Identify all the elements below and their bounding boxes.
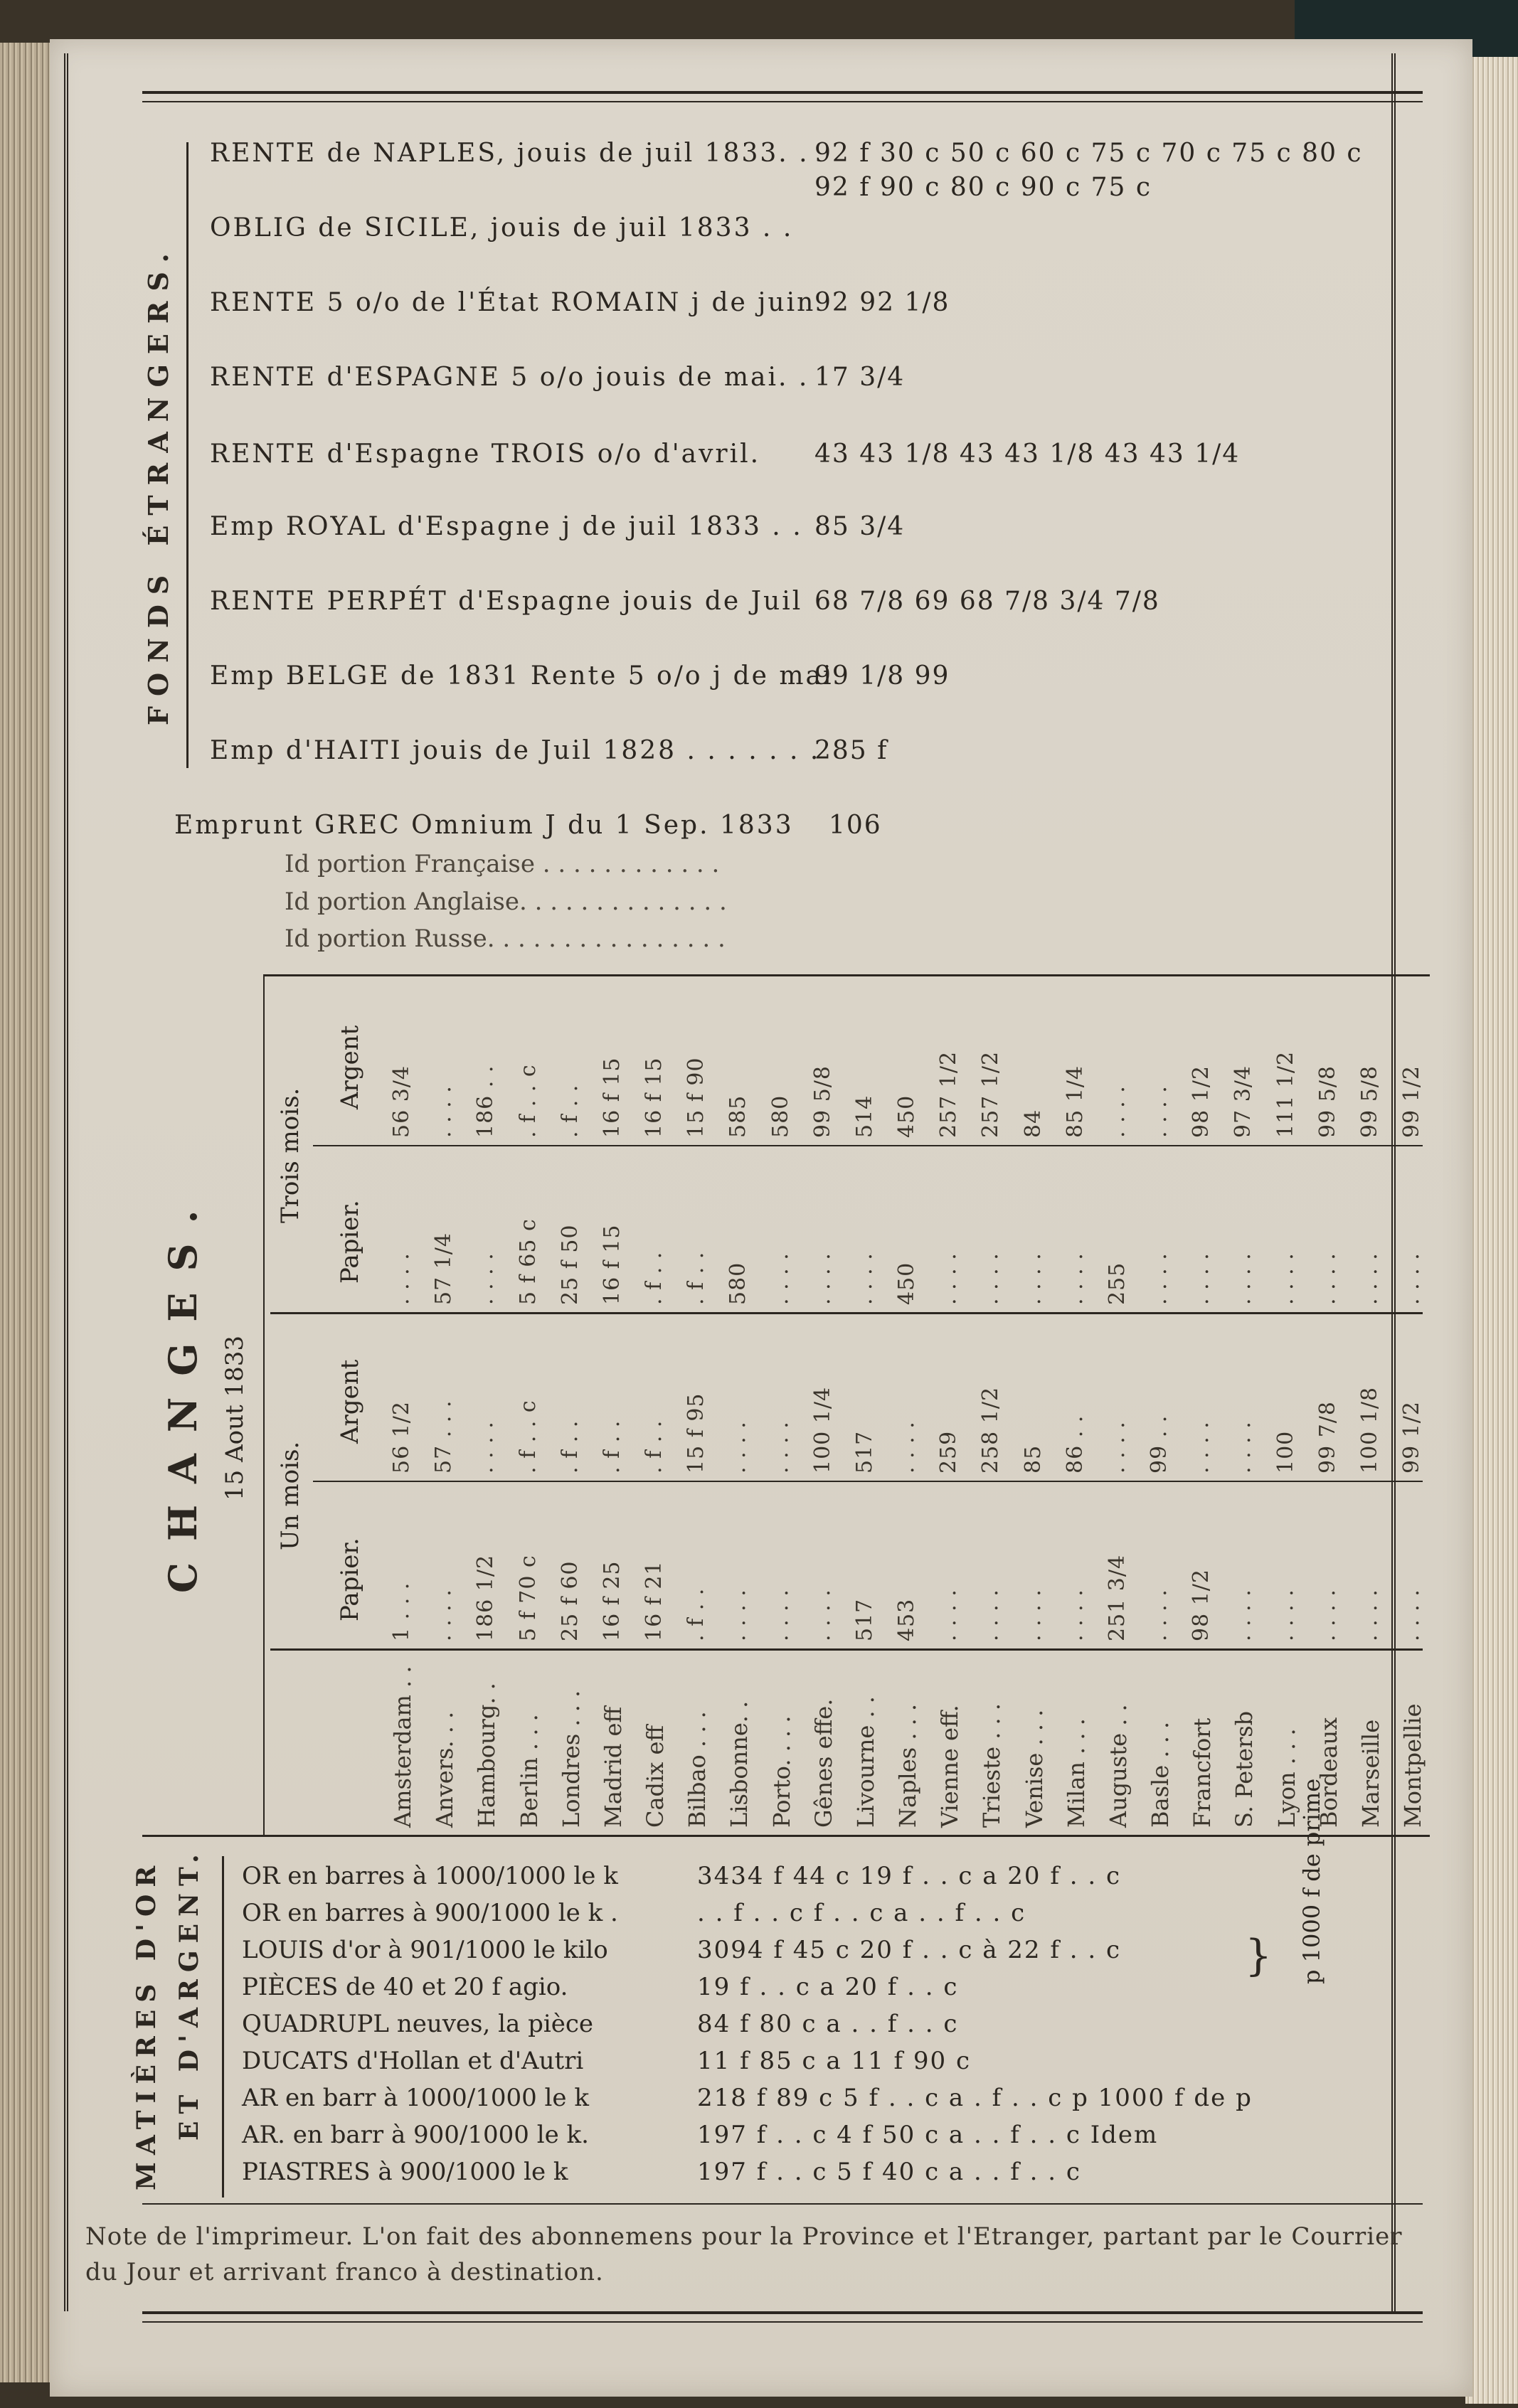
un-argent-cell: . . . . — [726, 1421, 750, 1474]
printer-note: Note de l'imprimeur. L'on fait des abonnemens pour la Province et l'Etranger, partant par le Courrier du Jour et arrivant franco à destination. — [85, 2222, 1403, 2286]
matieres-row-values: . . f . . c f . . c a . . f . . c — [697, 1899, 1026, 1927]
fonds-row-values: 17 3/4 — [814, 363, 906, 392]
changes-top-rule — [263, 974, 1430, 976]
trois-papier-cell: 255 — [1105, 1262, 1130, 1305]
matieres-row-values: 84 f 80 c a . . f . . c — [697, 2010, 959, 2038]
trois-papier-cell: 57 1/4 — [431, 1232, 456, 1305]
changes-un-rule — [313, 1481, 1423, 1482]
city-name: Vienne eff. — [936, 1705, 963, 1828]
trois-argent-heading: Argent — [336, 1025, 364, 1109]
bottom-rule — [142, 2311, 1423, 2323]
un-papier-cell: . . . . — [936, 1589, 961, 1641]
city-name: Montpellie — [1399, 1703, 1426, 1828]
city-name: Amsterdam . . — [389, 1666, 416, 1828]
fonds-row-label: RENTE d'ESPAGNE 5 o/o jouis de mai. . — [210, 363, 810, 392]
matieres-row-values: 197 f . . c 5 f 40 c a . . f . . c — [697, 2158, 1081, 2186]
trois-argent-cell: 111 1/2 — [1273, 1050, 1298, 1138]
city-name: Porto. . . . — [768, 1715, 795, 1828]
city-name: Berlin . . . — [516, 1714, 543, 1828]
matieres-row-label: LOUIS d'or à 901/1000 le kilo — [242, 1936, 608, 1964]
fonds-row-values: 92 f 30 c 50 c 60 c 75 c 70 c 75 c 80 c — [814, 139, 1363, 168]
matieres-row-label: QUADRUPL neuves, la pièce — [242, 2010, 593, 2038]
fonds-row-values: 68 7/8 69 68 7/8 3/4 7/8 — [814, 587, 1160, 616]
matieres-row-values: 3094 f 45 c 20 f . . c à 22 f . . c — [697, 1936, 1122, 1964]
trois-mois-heading: Trois mois. — [276, 1087, 304, 1223]
trois-argent-cell: . f . . — [558, 1084, 583, 1138]
fonds-row — [210, 363, 1419, 398]
fonds-row — [210, 661, 1419, 697]
city-name: Lyon . . . — [1273, 1728, 1300, 1828]
un-argent-cell: . . . . — [768, 1421, 793, 1474]
city-name: Gênes effe. — [810, 1698, 837, 1828]
book-page-edges-right — [1465, 57, 1518, 2404]
matieres-row — [242, 2010, 1309, 2042]
changes-bottom-rule — [142, 1835, 1430, 1837]
trois-argent-cell: 257 1/2 — [978, 1050, 1003, 1138]
un-argent-cell: . f . . c — [516, 1400, 541, 1474]
city-name: Bordeaux — [1315, 1717, 1342, 1828]
trois-papier-cell: 16 f 15 — [600, 1224, 625, 1305]
un-papier-cell: . . . . — [768, 1589, 793, 1641]
fonds-row-values-continued: 92 f 90 c 80 c 90 c 75 c — [814, 173, 1152, 202]
fonds-row — [210, 736, 1419, 772]
trois-argent-cell: . . . . — [1105, 1085, 1130, 1138]
fonds-row-label: RENTE d'Espagne TROIS o/o d'avril. — [210, 439, 761, 469]
matieres-row-label: PIASTRES à 900/1000 le k — [242, 2158, 568, 2186]
un-papier-cell: . . . . — [1231, 1589, 1256, 1641]
trois-argent-cell: . . . . — [1147, 1085, 1172, 1138]
un-papier-cell: . . . . — [1357, 1589, 1382, 1641]
emprunt-grec-row — [174, 811, 1419, 846]
book-page-edges-left — [0, 43, 57, 2382]
matieres-label-2: ET D'ARGENT. — [174, 1847, 204, 2141]
trois-papier-heading: Papier. — [336, 1200, 364, 1284]
city-name: Naples . . . — [894, 1703, 921, 1828]
trois-papier-cell: . . . . — [768, 1252, 793, 1305]
fonds-row-values: 285 f — [814, 736, 888, 765]
city-name: Lisbonne. . — [726, 1700, 753, 1828]
matieres-label-1: MATIÈRES D'OR — [132, 1858, 161, 2190]
fonds-row — [210, 587, 1419, 622]
un-argent-cell: 100 — [1273, 1430, 1298, 1474]
trois-papier-cell: . . . . — [1315, 1252, 1340, 1305]
un-argent-cell: 99 7/8 — [1315, 1401, 1340, 1474]
un-papier-cell: 1 . . . — [389, 1582, 414, 1641]
matieres-row-label: OR en barres à 1000/1000 le k — [242, 1862, 618, 1890]
un-argent-cell: 100 1/8 — [1357, 1386, 1382, 1474]
un-papier-cell: 16 f 25 — [600, 1560, 625, 1641]
un-papier-cell: . . . . — [726, 1589, 750, 1641]
trois-papier-cell: . . . . — [473, 1252, 498, 1305]
trois-papier-cell: . . . . — [978, 1252, 1003, 1305]
emprunt-sub-row: Id portion Russe. . . . . . . . . . . . . . . . — [285, 925, 726, 953]
emprunt-sub-row: Id portion Française . . . . . . . . . . . . — [285, 850, 720, 878]
city-name: Cadix eff — [642, 1725, 669, 1828]
matieres-row-label: OR en barres à 900/1000 le k . — [242, 1899, 618, 1927]
fonds-row-values: 99 1/8 99 — [814, 661, 950, 691]
city-name: Londres . . . — [558, 1690, 585, 1828]
trois-papier-cell: . . . . — [1273, 1252, 1298, 1305]
matieres-row-values: 19 f . . c a 20 f . . c — [697, 1973, 959, 2001]
un-papier-cell: . . . . — [431, 1589, 456, 1641]
city-name: Milan . . . — [1063, 1718, 1090, 1828]
matieres-divider — [222, 1856, 224, 2197]
un-mois-heading: Un mois. — [276, 1441, 304, 1550]
fonds-row — [210, 439, 1419, 475]
trois-argent-cell: 16 f 15 — [642, 1057, 667, 1138]
un-papier-cell: 16 f 21 — [642, 1560, 667, 1641]
matieres-row-values: 11 f 85 c a 11 f 90 c — [697, 2047, 972, 2075]
trois-papier-cell: 580 — [726, 1262, 750, 1305]
un-argent-cell: 517 — [852, 1430, 877, 1474]
matieres-row — [242, 2121, 1394, 2153]
matieres-row — [242, 2047, 1309, 2079]
trois-argent-cell: 99 5/8 — [810, 1065, 835, 1138]
trois-argent-cell: 450 — [894, 1094, 919, 1138]
fonds-row-values: 85 3/4 — [814, 512, 906, 541]
trois-papier-cell: . . . . — [1147, 1252, 1172, 1305]
un-argent-cell: . f . . — [600, 1419, 625, 1474]
un-argent-cell: 86 . . — [1063, 1415, 1088, 1474]
fonds-divider — [186, 142, 189, 768]
trois-argent-cell: 585 — [726, 1094, 750, 1138]
un-papier-cell: 453 — [894, 1598, 919, 1641]
un-argent-cell: 15 f 95 — [684, 1392, 708, 1474]
trois-papier-cell: . f . . — [684, 1251, 708, 1305]
trois-papier-cell: . . . . — [1231, 1252, 1256, 1305]
fonds-row — [210, 512, 1419, 548]
city-name: Venise . . . — [1021, 1709, 1048, 1828]
trois-argent-cell: 186 . . — [473, 1065, 498, 1138]
fonds-row — [210, 288, 1419, 324]
un-argent-cell: . . . . — [473, 1421, 498, 1474]
fonds-row — [210, 139, 1419, 210]
trois-argent-cell: 56 3/4 — [389, 1065, 414, 1138]
trois-papier-cell: . . . . — [1189, 1252, 1214, 1305]
city-name: Trieste . . . — [978, 1703, 1005, 1828]
matieres-row-label: AR. en barr à 900/1000 le k. — [242, 2121, 589, 2149]
matieres-row — [242, 1936, 1309, 1969]
city-name: S. Petersb — [1231, 1710, 1258, 1828]
changes-city-rule — [270, 1648, 1423, 1651]
trois-papier-cell: . . . . — [1063, 1252, 1088, 1305]
un-papier-cell: . f . . — [684, 1587, 708, 1641]
un-argent-cell: 100 1/4 — [810, 1386, 835, 1474]
fonds-row-label: RENTE PERPÉT d'Espagne jouis de Juil — [210, 587, 803, 616]
fonds-row-label: Emp ROYAL d'Espagne j de juil 1833 . . — [210, 512, 803, 541]
un-papier-cell: . . . . — [1315, 1589, 1340, 1641]
trois-argent-cell: 514 — [852, 1094, 877, 1138]
matieres-row-values: 218 f 89 c 5 f . . c a . f . . c p 1000 f de p — [697, 2084, 1253, 2112]
emprunt-grec-value: 106 — [829, 811, 882, 840]
un-argent-cell: . . . . — [1105, 1421, 1130, 1474]
city-name: Francfort — [1189, 1717, 1216, 1828]
city-name: Livourne . . — [852, 1696, 879, 1828]
trois-argent-cell: 257 1/2 — [936, 1050, 961, 1138]
changes-trois-rule — [313, 1145, 1423, 1146]
trois-argent-cell: 99 5/8 — [1315, 1065, 1340, 1138]
matieres-brace: } — [1245, 1931, 1273, 1981]
trois-argent-cell: 99 1/2 — [1399, 1065, 1424, 1138]
trois-papier-cell: . . . . — [1399, 1252, 1424, 1305]
trois-argent-cell: 16 f 15 — [600, 1057, 625, 1138]
un-argent-cell: . f . . — [558, 1419, 583, 1474]
un-papier-cell: . . . . — [1063, 1589, 1088, 1641]
un-papier-cell: . . . . — [1273, 1589, 1298, 1641]
trois-papier-cell: 5 f 65 c — [516, 1218, 541, 1305]
trois-papier-cell: . . . . — [1357, 1252, 1382, 1305]
emprunt-grec-label: Emprunt GREC Omnium J du 1 Sep. 1833 — [174, 811, 794, 840]
city-name: Bilbao . . . — [684, 1711, 711, 1828]
matieres-row — [242, 2158, 1309, 2190]
trois-papier-cell: 450 — [894, 1262, 919, 1305]
trois-papier-cell: . . . . — [852, 1252, 877, 1305]
trois-papier-cell: 25 f 50 — [558, 1224, 583, 1305]
matieres-row — [242, 1899, 1309, 1932]
fonds-row-values: 43 43 1/8 43 43 1/8 43 43 1/4 — [814, 439, 1241, 469]
trois-papier-cell: . . . . — [389, 1252, 414, 1305]
fonds-row-label: Emp d'HAITI jouis de Juil 1828 . . . . . . . — [210, 736, 821, 765]
trois-papier-cell: . . . . — [936, 1252, 961, 1305]
changes-left-rule — [263, 974, 265, 1835]
fonds-row-label: RENTE de NAPLES, jouis de juil 1833. . — [210, 139, 810, 168]
un-argent-cell: . . . . — [1231, 1421, 1256, 1474]
city-name: Hambourg. . — [473, 1683, 500, 1828]
matieres-row-label: DUCATS d'Hollan et d'Autri — [242, 2047, 584, 2075]
un-argent-cell: . . . . — [894, 1421, 919, 1474]
matieres-row-label: AR en barr à 1000/1000 le k — [242, 2084, 589, 2112]
trois-argent-cell: 97 3/4 — [1231, 1065, 1256, 1138]
matieres-row — [242, 1862, 1309, 1895]
matieres-row — [242, 1973, 1309, 2005]
city-name: Basle . . . — [1147, 1721, 1174, 1828]
fonds-etrangers-label: FONDS ÉTRANGERS. — [142, 243, 174, 725]
trois-argent-cell: 99 5/8 — [1357, 1065, 1382, 1138]
fonds-row-label: OBLIG de SICILE, jouis de juil 1833 . . — [210, 213, 794, 243]
un-papier-cell: . . . . — [978, 1589, 1003, 1641]
un-argent-cell: . f . . — [642, 1419, 667, 1474]
un-papier-cell: . . . . — [1147, 1589, 1172, 1641]
fonds-row-label: RENTE 5 o/o de l'État ROMAIN j de juin — [210, 288, 816, 317]
changes-title: CHANGES. — [160, 1188, 206, 1593]
un-papier-cell: 5 f 70 c — [516, 1555, 541, 1641]
city-name: Marseille — [1357, 1719, 1384, 1828]
un-argent-cell: 99 1/2 — [1399, 1401, 1424, 1474]
matieres-row — [242, 2084, 1394, 2116]
un-argent-cell: 57 . . . — [431, 1400, 456, 1474]
un-papier-heading: Papier. — [336, 1538, 364, 1621]
un-papier-cell: 98 1/2 — [1189, 1569, 1214, 1641]
fonds-row-values: 92 92 1/8 — [814, 288, 950, 317]
city-name: Auguste . . — [1105, 1704, 1132, 1828]
changes-date: 15 Aout 1833 — [221, 1336, 249, 1501]
un-papier-cell: 517 — [852, 1598, 877, 1641]
un-papier-cell: . . . . — [810, 1589, 835, 1641]
matieres-row-values: 197 f . . c 4 f 50 c a . . f . . c Idem — [697, 2121, 1159, 2149]
un-papier-cell: 25 f 60 — [558, 1560, 583, 1641]
un-argent-cell: 259 — [936, 1430, 961, 1474]
un-argent-cell: 85 — [1021, 1444, 1046, 1474]
trois-argent-cell: . . . . — [431, 1085, 456, 1138]
un-argent-heading: Argent — [336, 1359, 364, 1444]
fonds-row-label: Emp BELGE de 1831 Rente 5 o/o j de mai — [210, 661, 834, 691]
trois-argent-cell: 15 f 90 — [684, 1057, 708, 1138]
trois-argent-cell: 85 1/4 — [1063, 1065, 1088, 1138]
trois-papier-cell: . . . . — [1021, 1252, 1046, 1305]
city-name: Madrid eff — [600, 1706, 627, 1828]
un-papier-cell: . . . . — [1399, 1589, 1424, 1641]
city-name: Anvers. . . — [431, 1711, 458, 1828]
trois-papier-cell: . . . . — [810, 1252, 835, 1305]
trois-argent-cell: 84 — [1021, 1109, 1046, 1138]
matieres-row-values: 3434 f 44 c 19 f . . c a 20 f . . c — [697, 1862, 1122, 1890]
trois-papier-cell: . f . . — [642, 1251, 667, 1305]
emprunt-sub-row: Id portion Anglaise. . . . . . . . . . . . . . — [285, 888, 727, 916]
matieres-side-note: p 1000 f de prime — [1298, 1778, 1325, 1984]
fonds-row — [210, 213, 1419, 249]
un-papier-cell: 251 3/4 — [1105, 1554, 1130, 1641]
un-papier-cell: 186 1/2 — [473, 1554, 498, 1641]
changes-mid-rule — [270, 1312, 1423, 1314]
un-argent-cell: 99 . . — [1147, 1415, 1172, 1474]
trois-argent-cell: . f . . c — [516, 1064, 541, 1138]
un-argent-cell: . . . . — [1189, 1421, 1214, 1474]
un-papier-cell: . . . . — [1021, 1589, 1046, 1641]
matieres-row-label: PIÈCES de 40 et 20 f agio. — [242, 1973, 568, 2001]
trois-argent-cell: 580 — [768, 1094, 793, 1138]
note-rule — [142, 2203, 1423, 2205]
un-argent-cell: 258 1/2 — [978, 1386, 1003, 1474]
top-rule — [142, 91, 1423, 102]
un-argent-cell: 56 1/2 — [389, 1401, 414, 1474]
trois-argent-cell: 98 1/2 — [1189, 1065, 1214, 1138]
